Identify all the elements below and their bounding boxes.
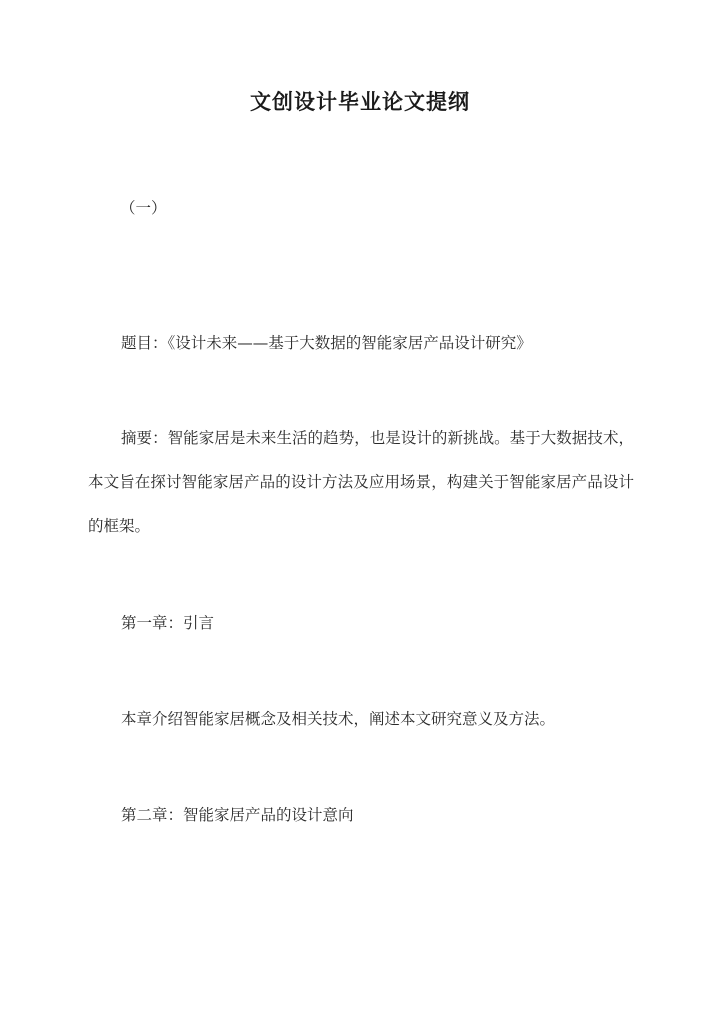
document-title: 文创设计毕业论文提纲 xyxy=(250,89,470,114)
chapter-1-body: 本章介绍智能家居概念及相关技术，阐述本文研究意义及方法。 xyxy=(121,710,556,728)
chapter-1-heading: 第一章：引言 xyxy=(121,614,215,632)
section-marker: （一） xyxy=(120,199,167,217)
abstract-paragraph: 摘要：智能家居是未来生活的趋势，也是设计的新挑战。基于大数据技术，本文旨在探讨智能家居产品的设计方法及应用场景，构建关于智能家居产品设计的框架。 xyxy=(88,429,634,535)
chapter-2-heading: 第二章：智能家居产品的设计意向 xyxy=(121,806,354,824)
thesis-topic: 题目：《设计未来——基于大数据的智能家居产品设计研究》 xyxy=(121,334,532,352)
